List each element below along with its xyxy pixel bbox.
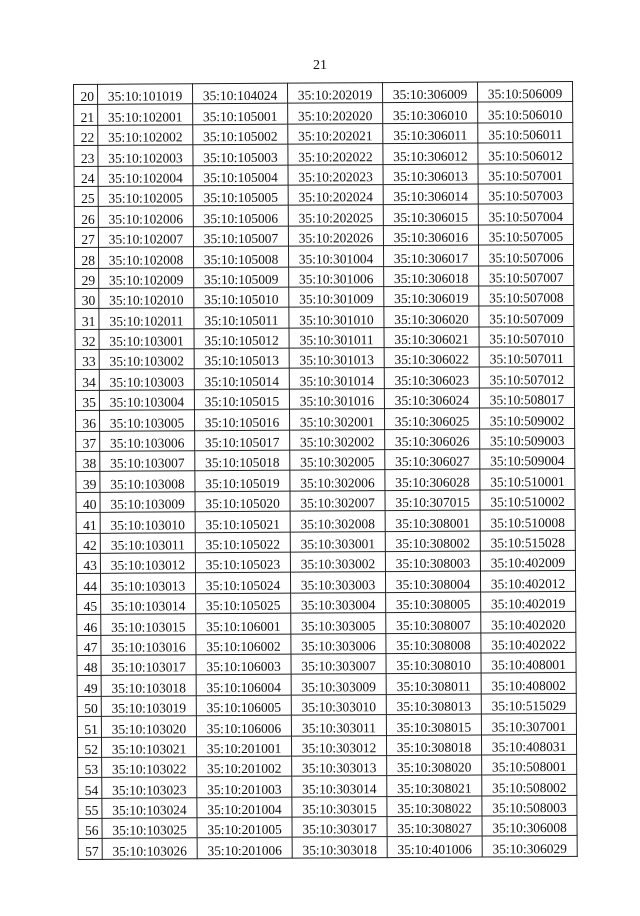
table-row: [74, 204, 573, 227]
cadastral-code-cell: 35:10:308027: [387, 816, 482, 837]
row-number: 34: [75, 370, 99, 391]
row-number: 20: [74, 84, 98, 105]
cadastral-code-cell: 35:10:303005: [291, 613, 386, 634]
table-row: [77, 632, 576, 655]
cadastral-code-cell: 35:10:308018: [386, 735, 481, 756]
cadastral-code-cell: 35:10:103017: [101, 655, 196, 676]
row-number: 56: [78, 818, 102, 839]
cadastral-code-cell: 35:10:105003: [193, 144, 288, 165]
row-number: 37: [76, 431, 100, 452]
cadastral-code-cell: 35:10:510008: [480, 510, 575, 531]
cadastral-code-cell: 35:10:105011: [194, 307, 289, 328]
cadastral-code-cell: 35:10:308007: [386, 612, 481, 633]
cadastral-code-cell: 35:10:105024: [195, 573, 290, 594]
row-number: 41: [76, 513, 100, 534]
cadastral-code-cell: 35:10:105002: [193, 124, 288, 145]
cadastral-code-cell: 35:10:508001: [482, 754, 577, 775]
table-body: [74, 81, 578, 859]
cadastral-code-cell: 35:10:103007: [100, 451, 195, 472]
cadastral-code-cell: 35:10:306014: [383, 184, 478, 205]
cadastral-code-cell: 35:10:303007: [291, 654, 386, 675]
table-row: [76, 428, 575, 451]
cadastral-code-cell: 35:10:308022: [387, 796, 482, 817]
row-number: 32: [75, 329, 99, 350]
table-row: [77, 673, 576, 696]
cadastral-code-cell: 35:10:105006: [193, 206, 288, 227]
cadastral-code-cell: 35:10:303003: [290, 572, 385, 593]
cadastral-code-cell: 35:10:103025: [102, 818, 197, 839]
cadastral-code-cell: 35:10:308005: [386, 592, 481, 613]
cadastral-code-cell: 35:10:307015: [385, 490, 480, 511]
cadastral-code-cell: 35:10:306020: [384, 306, 479, 327]
table-row: [75, 306, 574, 329]
cadastral-code-cell: 35:10:303010: [291, 694, 386, 715]
cadastral-code-cell: 35:10:308015: [386, 714, 481, 735]
table-row: [78, 775, 577, 798]
cadastral-code-cell: 35:10:106005: [196, 695, 291, 716]
cadastral-code-cell: 35:10:201001: [196, 736, 291, 757]
table-row: [76, 530, 575, 553]
cadastral-code-cell: 35:10:510002: [480, 489, 575, 510]
row-number: 52: [77, 737, 101, 758]
row-number: 51: [77, 716, 101, 737]
table-row: [75, 285, 574, 308]
cadastral-code-cell: 35:10:506009: [477, 81, 572, 102]
cadastral-code-cell: 35:10:106006: [196, 715, 291, 736]
cadastral-code-cell: 35:10:306021: [384, 327, 479, 348]
cadastral-code-cell: 35:10:507006: [478, 245, 573, 266]
row-number: 23: [74, 146, 98, 167]
table-row: [74, 183, 573, 206]
row-number: 53: [78, 757, 102, 778]
cadastral-code-cell: 35:10:104024: [193, 83, 288, 104]
table-row: [75, 265, 574, 288]
cadastral-code-cell: 35:10:106004: [196, 675, 291, 696]
cadastral-code-cell: 35:10:202019: [287, 83, 382, 104]
cadastral-code-cell: 35:10:103016: [101, 634, 196, 655]
cadastral-code-cell: 35:10:301006: [289, 266, 384, 287]
row-number: 28: [74, 247, 98, 268]
cadastral-code-cell: 35:10:402009: [480, 550, 575, 571]
cadastral-code-cell: 35:10:105005: [193, 185, 288, 206]
cadastral-code-cell: 35:10:308011: [386, 673, 481, 694]
cadastral-code-cell: 35:10:307001: [481, 714, 576, 735]
cadastral-code-cell: 35:10:202023: [288, 164, 383, 185]
row-number: 21: [74, 105, 98, 126]
table-row: [74, 224, 573, 247]
row-number: 47: [77, 635, 101, 656]
cadastral-code-cell: 35:10:306015: [383, 204, 478, 225]
cadastral-code-cell: 35:10:102008: [98, 247, 193, 268]
row-number: 35: [75, 390, 99, 411]
row-number: 25: [74, 186, 98, 207]
cadastral-code-cell: 35:10:202025: [288, 205, 383, 226]
table-row: [76, 550, 575, 573]
cadastral-code-cell: 35:10:510001: [480, 469, 575, 490]
table-row: [74, 81, 573, 104]
cadastral-code-cell: 35:10:301013: [289, 348, 384, 369]
cadastral-code-cell: 35:10:306023: [384, 367, 479, 388]
cadastral-code-cell: 35:10:103008: [100, 471, 195, 492]
cadastral-code-cell: 35:10:105017: [195, 430, 290, 451]
cadastral-code-cell: 35:10:103024: [102, 797, 197, 818]
cadastral-code-cell: 35:10:508003: [482, 795, 577, 816]
cadastral-code-cell: 35:10:103020: [101, 716, 196, 737]
cadastral-code-cell: 35:10:201004: [197, 797, 292, 818]
table-row: [77, 591, 576, 614]
cadastral-code-cell: 35:10:308021: [387, 775, 482, 796]
cadastral-code-cell: 35:10:508002: [482, 775, 577, 796]
cadastral-code-cell: 35:10:102005: [98, 186, 193, 207]
cadastral-code-cell: 35:10:105018: [195, 450, 290, 471]
table-row: [74, 163, 573, 186]
cadastral-code-cell: 35:10:202022: [288, 144, 383, 165]
cadastral-code-cell: 35:10:103015: [101, 614, 196, 635]
cadastral-code-cell: 35:10:507005: [478, 224, 573, 245]
row-number: 50: [77, 696, 101, 717]
cadastral-code-cell: 35:10:105009: [194, 267, 289, 288]
table-row: [78, 754, 577, 777]
cadastral-code-cell: 35:10:401006: [387, 836, 482, 857]
cadastral-code-cell: 35:10:105010: [194, 287, 289, 308]
cadastral-code-cell: 35:10:202021: [288, 123, 383, 144]
cadastral-code-cell: 35:10:507004: [478, 204, 573, 225]
row-number: 30: [75, 288, 99, 309]
cadastral-code-cell: 35:10:102003: [98, 145, 193, 166]
cadastral-code-cell: 35:10:308003: [385, 551, 480, 572]
cadastral-code-cell: 35:10:507007: [479, 265, 574, 286]
row-number: 26: [74, 207, 98, 228]
cadastral-code-cell: 35:10:509004: [480, 448, 575, 469]
row-number: 33: [75, 349, 99, 370]
cadastral-code-cell: 35:10:202020: [288, 103, 383, 124]
cadastral-code-cell: 35:10:103012: [100, 553, 195, 574]
table-row: [74, 143, 573, 166]
row-number: 39: [76, 472, 100, 493]
row-number: 38: [76, 451, 100, 472]
cadastral-code-cell: 35:10:303001: [290, 531, 385, 552]
cadastral-code-cell: 35:10:105016: [194, 409, 289, 430]
cadastral-code-cell: 35:10:301014: [289, 368, 384, 389]
cadastral-code-cell: 35:10:306029: [482, 836, 577, 857]
row-number: 24: [74, 166, 98, 187]
cadastral-code-cell: 35:10:308010: [386, 653, 481, 674]
cadastral-code-cell: 35:10:202026: [288, 225, 383, 246]
cadastral-code-cell: 35:10:507008: [479, 285, 574, 306]
row-number: 22: [74, 125, 98, 146]
cadastral-code-cell: 35:10:303013: [292, 755, 387, 776]
cadastral-code-cell: 35:10:102009: [99, 267, 194, 288]
cadastral-code-cell: 35:10:103026: [102, 838, 197, 859]
cadastral-code-cell: 35:10:509002: [479, 408, 574, 429]
cadastral-code-cell: 35:10:507012: [479, 367, 574, 388]
row-number: 27: [74, 227, 98, 248]
cadastral-code-cell: 35:10:105004: [193, 165, 288, 186]
table-row: [75, 408, 574, 431]
cadastral-code-cell: 35:10:103009: [100, 492, 195, 513]
cadastral-code-cell: 35:10:515028: [480, 530, 575, 551]
row-number: 43: [76, 553, 100, 574]
cadastral-code-cell: 35:10:106001: [196, 613, 291, 634]
cadastral-code-cell: 35:10:103018: [101, 675, 196, 696]
cadastral-code-cell: 35:10:103023: [102, 777, 197, 798]
cadastral-code-cell: 35:10:306011: [383, 123, 478, 144]
cadastral-code-cell: 35:10:306027: [385, 449, 480, 470]
cadastral-code-cell: 35:10:301016: [289, 388, 384, 409]
page-number: 21: [313, 58, 327, 73]
row-number: 31: [75, 309, 99, 330]
cadastral-code-cell: 35:10:306008: [482, 815, 577, 836]
cadastral-code-cell: 35:10:507003: [478, 183, 573, 204]
cadastral-code-cell: 35:10:103001: [99, 328, 194, 349]
cadastral-code-cell: 35:10:103003: [99, 369, 194, 390]
table-row: [78, 815, 577, 838]
table-row: [76, 448, 575, 471]
cadastral-code-cell: 35:10:408031: [481, 734, 576, 755]
table-row: [77, 714, 576, 737]
cadastral-code-cell: 35:10:103022: [102, 757, 197, 778]
cadastral-code-table: [73, 81, 578, 860]
row-number: 46: [77, 614, 101, 635]
cadastral-code-cell: 35:10:102011: [99, 308, 194, 329]
cadastral-code-cell: 35:10:402022: [481, 632, 576, 653]
row-number: 44: [76, 574, 100, 595]
cadastral-code-cell: 35:10:509003: [480, 428, 575, 449]
cadastral-code-cell: 35:10:303017: [292, 817, 387, 838]
cadastral-code-cell: 35:10:106002: [196, 634, 291, 655]
table-row: [75, 347, 574, 370]
cadastral-code-cell: 35:10:105020: [195, 491, 290, 512]
cadastral-code-cell: 35:10:201005: [197, 817, 292, 838]
cadastral-code-cell: 35:10:301004: [288, 246, 383, 267]
cadastral-code-cell: 35:10:105012: [194, 328, 289, 349]
cadastral-code-cell: 35:10:306013: [383, 164, 478, 185]
cadastral-code-cell: 35:10:102007: [98, 227, 193, 248]
table-row: [75, 367, 574, 390]
cadastral-code-cell: 35:10:306028: [385, 469, 480, 490]
cadastral-code-cell: 35:10:306024: [384, 388, 479, 409]
cadastral-code-cell: 35:10:105001: [193, 104, 288, 125]
cadastral-code-cell: 35:10:515029: [481, 693, 576, 714]
cadastral-code-cell: 35:10:506010: [478, 102, 573, 123]
table-row: [76, 469, 575, 492]
row-number: 48: [77, 655, 101, 676]
cadastral-code-cell: 35:10:303004: [291, 592, 386, 613]
row-number: 42: [76, 533, 100, 554]
cadastral-code-cell: 35:10:102006: [98, 206, 193, 227]
cadastral-code-cell: 35:10:301011: [289, 327, 384, 348]
cadastral-code-cell: 35:10:302001: [289, 409, 384, 430]
cadastral-code-cell: 35:10:408001: [481, 652, 576, 673]
cadastral-code-cell: 35:10:302005: [290, 450, 385, 471]
cadastral-code-cell: 35:10:306022: [384, 347, 479, 368]
cadastral-code-cell: 35:10:102002: [98, 125, 193, 146]
table-row: [78, 836, 577, 859]
cadastral-code-cell: 35:10:408002: [481, 673, 576, 694]
cadastral-code-cell: 35:10:105014: [194, 369, 289, 390]
cadastral-code-cell: 35:10:303006: [291, 633, 386, 654]
cadastral-code-cell: 35:10:306019: [384, 286, 479, 307]
row-number: 40: [76, 492, 100, 513]
cadastral-code-cell: 35:10:402019: [481, 591, 576, 612]
cadastral-code-cell: 35:10:106003: [196, 654, 291, 675]
table-row: [74, 245, 573, 268]
cadastral-code-cell: 35:10:306016: [383, 225, 478, 246]
cadastral-code-cell: 35:10:303002: [290, 552, 385, 573]
table-row: [77, 734, 576, 757]
table-row: [75, 387, 574, 410]
cadastral-code-cell: 35:10:302008: [290, 511, 385, 532]
cadastral-code-cell: 35:10:105025: [196, 593, 291, 614]
cadastral-code-cell: 35:10:105007: [193, 226, 288, 247]
table-row: [74, 102, 573, 125]
table-row: [76, 510, 575, 533]
cadastral-code-cell: 35:10:308001: [385, 510, 480, 531]
cadastral-code-cell: 35:10:103006: [100, 430, 195, 451]
cadastral-code-cell: 35:10:102010: [99, 288, 194, 309]
cadastral-code-cell: 35:10:308013: [386, 694, 481, 715]
cadastral-code-cell: 35:10:508017: [479, 387, 574, 408]
row-number: 55: [78, 798, 102, 819]
cadastral-code-cell: 35:10:308002: [385, 531, 480, 552]
table-row: [75, 326, 574, 349]
cadastral-code-cell: 35:10:302007: [290, 490, 385, 511]
cadastral-code-cell: 35:10:306012: [383, 143, 478, 164]
cadastral-code-cell: 35:10:308020: [387, 755, 482, 776]
cadastral-code-cell: 35:10:306017: [383, 245, 478, 266]
cadastral-code-cell: 35:10:105021: [195, 511, 290, 532]
cadastral-code-cell: 35:10:201002: [197, 756, 292, 777]
table-row: [77, 693, 576, 716]
cadastral-code-cell: 35:10:507010: [479, 326, 574, 347]
cadastral-code-cell: 35:10:103021: [101, 736, 196, 757]
cadastral-code-cell: 35:10:303014: [292, 776, 387, 797]
cadastral-code-cell: 35:10:105023: [195, 552, 290, 573]
cadastral-code-cell: 35:10:103019: [101, 695, 196, 716]
cadastral-code-cell: 35:10:105013: [194, 348, 289, 369]
cadastral-code-cell: 35:10:507011: [479, 347, 574, 368]
cadastral-code-cell: 35:10:308008: [386, 633, 481, 654]
cadastral-code-cell: 35:10:302006: [290, 470, 385, 491]
table-row: [76, 571, 575, 594]
cadastral-code-cell: 35:10:301010: [289, 307, 384, 328]
cadastral-code-cell: 35:10:103004: [99, 390, 194, 411]
cadastral-code-cell: 35:10:103005: [99, 410, 194, 431]
cadastral-code-cell: 35:10:103010: [100, 512, 195, 533]
cadastral-code-cell: 35:10:301009: [289, 287, 384, 308]
cadastral-code-cell: 35:10:402012: [480, 571, 575, 592]
cadastral-code-cell: 35:10:302002: [290, 429, 385, 450]
cadastral-code-cell: 35:10:103002: [99, 349, 194, 370]
cadastral-code-cell: 35:10:303015: [292, 796, 387, 817]
cadastral-code-cell: 35:10:105022: [195, 532, 290, 553]
table-row: [74, 122, 573, 145]
cadastral-code-cell: 35:10:303018: [292, 837, 387, 858]
cadastral-code-cell: 35:10:306018: [384, 266, 479, 287]
cadastral-code-cell: 35:10:303011: [291, 715, 386, 736]
cadastral-code-cell: 35:10:303012: [291, 735, 386, 756]
cadastral-code-cell: 35:10:506011: [478, 122, 573, 143]
table-row: [78, 795, 577, 818]
cadastral-code-cell: 35:10:103013: [100, 573, 195, 594]
cadastral-code-cell: 35:10:201003: [197, 776, 292, 797]
cadastral-code-cell: 35:10:105015: [194, 389, 289, 410]
row-number: 54: [78, 778, 102, 799]
cadastral-code-cell: 35:10:306009: [382, 82, 477, 103]
cadastral-code-cell: 35:10:306025: [384, 408, 479, 429]
cadastral-code-cell: 35:10:303009: [291, 674, 386, 695]
cadastral-code-cell: 35:10:402020: [481, 612, 576, 633]
row-number: 49: [77, 676, 101, 697]
cadastral-code-cell: 35:10:201006: [197, 838, 292, 859]
cadastral-code-cell: 35:10:105019: [195, 471, 290, 492]
cadastral-code-cell: 35:10:308004: [385, 571, 480, 592]
cadastral-code-cell: 35:10:507001: [478, 163, 573, 184]
cadastral-code-cell: 35:10:506012: [478, 143, 573, 164]
cadastral-code-cell: 35:10:306010: [383, 102, 478, 123]
row-number: 36: [75, 411, 99, 432]
row-number: 29: [75, 268, 99, 289]
cadastral-code-cell: 35:10:306026: [385, 429, 480, 450]
table-row: [77, 652, 576, 675]
cadastral-code-cell: 35:10:102004: [98, 165, 193, 186]
cadastral-code-cell: 35:10:101019: [98, 84, 193, 105]
cadastral-code-cell: 35:10:103011: [100, 532, 195, 553]
table-row: [77, 612, 576, 635]
row-number: 45: [77, 594, 101, 615]
cadastral-code-cell: 35:10:102001: [98, 104, 193, 125]
cadastral-code-cell: 35:10:202024: [288, 185, 383, 206]
row-number: 57: [78, 839, 102, 860]
cadastral-code-cell: 35:10:507009: [479, 306, 574, 327]
cadastral-code-cell: 35:10:103014: [101, 594, 196, 615]
cadastral-code-cell: 35:10:105008: [193, 246, 288, 267]
table-row: [76, 489, 575, 512]
